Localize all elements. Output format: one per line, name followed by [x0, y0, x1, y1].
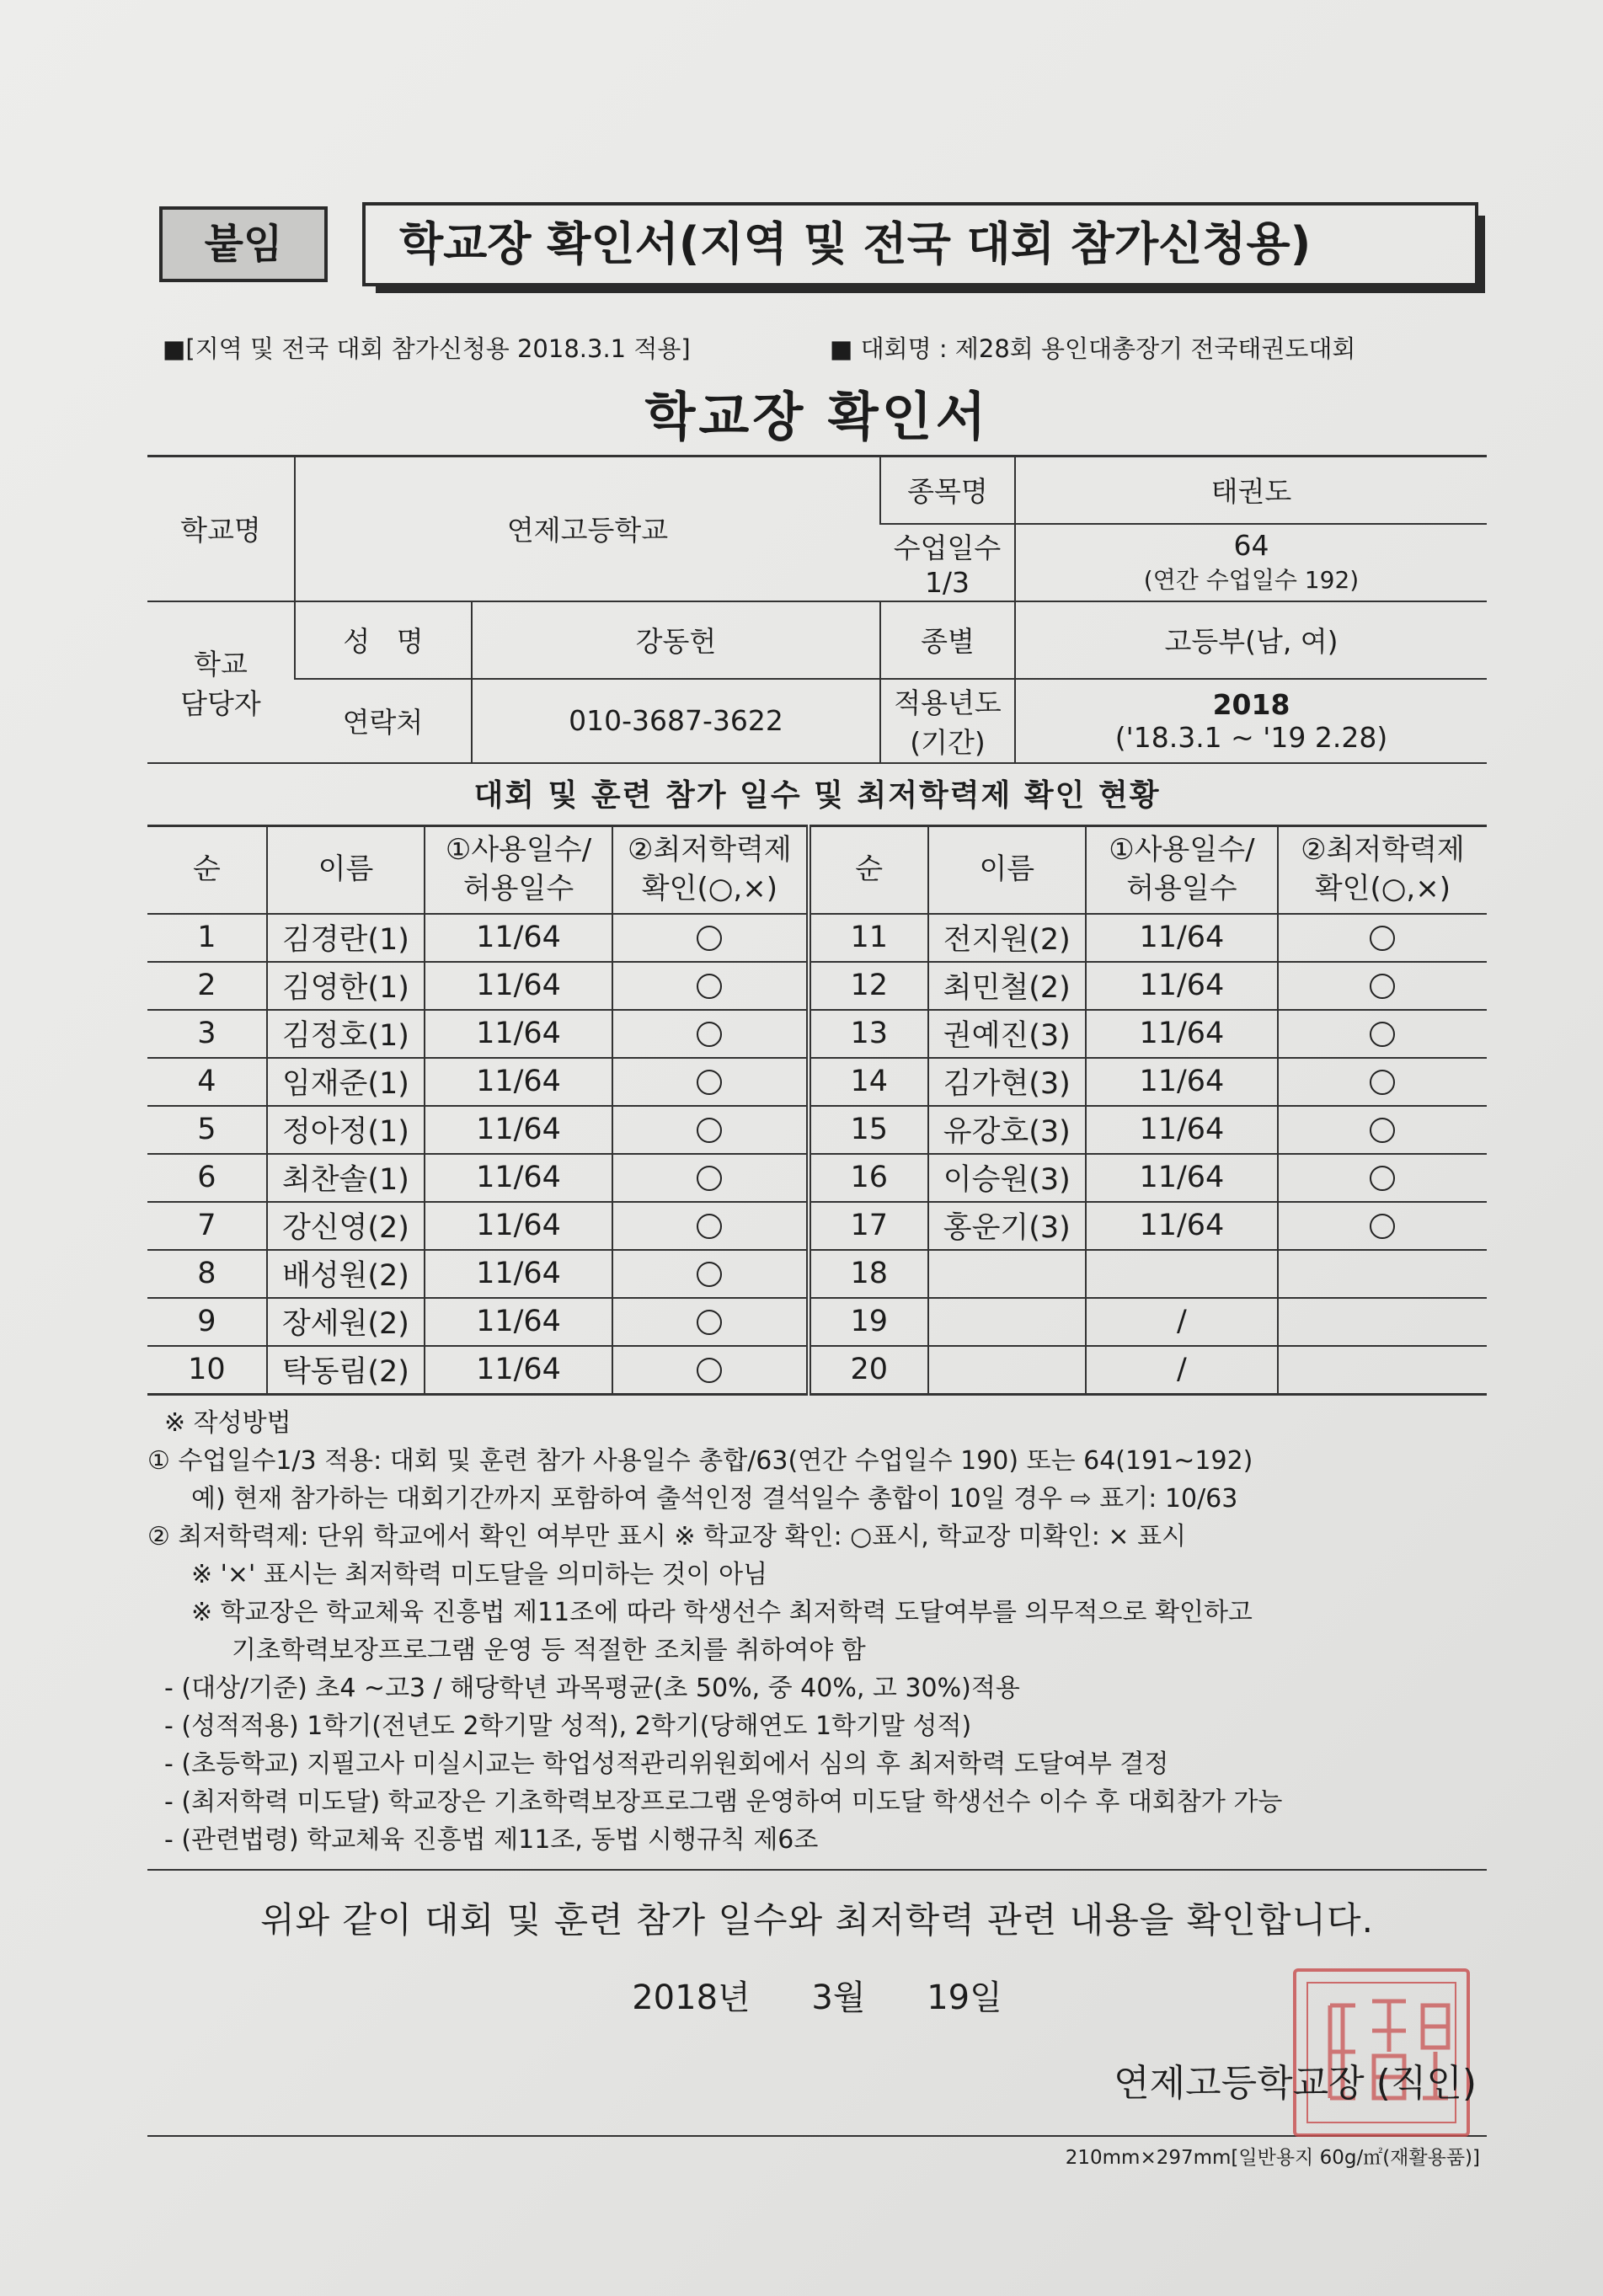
school-days-number: 64: [1233, 529, 1269, 562]
note-line: 기초학력보장프로그램 운영 등 적절한 조치를 취하여야 함: [232, 1635, 866, 1665]
row-name: 홍운기(3): [928, 1202, 1086, 1250]
note-line: - (관련법령) 학교체육 진흥법 제11조, 동법 시행규칙 제6조: [164, 1824, 819, 1855]
col-days-line1: ①사용일수/: [445, 832, 592, 867]
col-check: [612, 825, 809, 914]
section-title: 대회 및 훈련 참가 일수 및 최저학력제 확인 현황: [473, 777, 1161, 813]
row-days: 11/64: [1086, 1106, 1278, 1154]
row-days: /: [1086, 1346, 1278, 1395]
row-check: [612, 1154, 809, 1202]
row-name: 김정호(1): [267, 1010, 425, 1058]
page-title: 학교장 확인서: [644, 386, 990, 447]
circle-mark-icon: [697, 1022, 722, 1047]
circle-mark-icon: [1370, 1166, 1395, 1191]
participants-table: [147, 825, 1487, 1396]
row-name: 유강호(3): [928, 1106, 1086, 1154]
row-days: 11/64: [425, 1154, 612, 1202]
row-name: [928, 1298, 1086, 1346]
row-days: /: [1086, 1298, 1278, 1346]
school-name-value: 연제고등학교: [295, 457, 880, 601]
row-check: [1278, 1106, 1487, 1154]
row-check: [612, 1298, 809, 1346]
col-no-right: 순: [809, 825, 928, 914]
manager-name-label: 성 명: [295, 601, 472, 679]
row-name: 강신영(2): [267, 1202, 425, 1250]
division-value: 고등부(남, 여): [1015, 601, 1487, 679]
row-days: 11/64: [425, 914, 612, 962]
row-no: 7: [147, 1202, 267, 1250]
issue-date: [147, 1960, 1487, 2036]
manager-name-value: 강동헌: [472, 601, 880, 679]
meta-application: ■[지역 및 전국 대회 참가신청용 2018.3.1 적용]: [163, 334, 691, 363]
row-no: 11: [809, 914, 928, 962]
row-no: 6: [147, 1154, 267, 1202]
event-label: 종목명: [880, 457, 1015, 524]
principal-signature: 연제고등학교장 (직인): [1114, 2061, 1477, 2105]
col-check-right-line2: 확인(○,×): [1314, 871, 1451, 905]
row-check: [612, 1010, 809, 1058]
row-check: [612, 1202, 809, 1250]
row-no: 20: [809, 1346, 928, 1395]
form-body: [147, 202, 1487, 2170]
form-header: [147, 202, 1487, 286]
row-name: 이승원(3): [928, 1154, 1086, 1202]
col-name: 이름: [267, 825, 425, 914]
row-no: 17: [809, 1202, 928, 1250]
row-days: 11/64: [425, 1346, 612, 1395]
row-check: [1278, 1202, 1487, 1250]
row-days: 11/64: [425, 1106, 612, 1154]
row-check: [612, 1346, 809, 1395]
row-check: [612, 1106, 809, 1154]
row-no: 12: [809, 962, 928, 1010]
col-days: [425, 825, 612, 914]
date-day: 19일: [927, 1978, 1002, 2017]
col-days-right-line1: ①사용일수/: [1109, 832, 1255, 867]
row-days: 11/64: [1086, 1058, 1278, 1106]
table-row: [147, 1346, 1487, 1395]
row-no: 4: [147, 1058, 267, 1106]
year-period: ('18.3.1 ~ '19 2.28): [1114, 720, 1388, 754]
col-days-right: [1086, 825, 1278, 914]
note-line: - (최저학력 미도달) 학교장은 기초학력보장프로그램 운영하여 미도달 학생선수 이수 후 대회참가 가능: [164, 1786, 1283, 1817]
row-days: 11/64: [425, 1202, 612, 1250]
circle-mark-icon: [1370, 974, 1395, 999]
row-check: [1278, 962, 1487, 1010]
row-no: 14: [809, 1058, 928, 1106]
confirmation-text: 위와 같이 대회 및 훈련 참가 일수와 최저학력 관련 내용을 확인합니다.: [260, 1898, 1374, 1941]
attachment-label: 붙임: [159, 206, 328, 282]
row-name: 김가현(3): [928, 1058, 1086, 1106]
row-name: [928, 1250, 1086, 1298]
col-check-line1: ②최저학력제: [628, 832, 792, 867]
row-days: 11/64: [1086, 962, 1278, 1010]
row-check: [1278, 1346, 1487, 1395]
col-check-line2: 확인(○,×): [641, 871, 777, 905]
row-check: [612, 1058, 809, 1106]
table-row: [147, 1298, 1487, 1346]
note-line: 예) 현재 참가하는 대회기간까지 포함하여 출석인정 결석일수 총합이 10일 경우 ⇨ 표기: 10/63: [191, 1483, 1238, 1514]
table-row: [147, 1106, 1487, 1154]
row-days: 11/64: [1086, 1010, 1278, 1058]
row-no: 13: [809, 1010, 928, 1058]
manager-label: [147, 601, 295, 763]
paper-spec: 210mm×297mm[일반용지 60g/㎡(재활용품)]: [1065, 2146, 1480, 2169]
year-value: [1015, 679, 1487, 763]
row-name: 정아정(1): [267, 1106, 425, 1154]
row-days: 11/64: [1086, 1202, 1278, 1250]
school-days-label-line2: 1/3: [924, 565, 970, 599]
row-check: [1278, 914, 1487, 962]
row-no: 19: [809, 1298, 928, 1346]
row-no: 1: [147, 914, 267, 962]
contact-value: 010-3687-3622: [472, 679, 880, 763]
note-line: - (초등학교) 지필고사 미실시교는 학업성적관리위원회에서 심의 후 최저학력 도달여부 결정: [164, 1749, 1169, 1779]
note-line: ① 수업일수1/3 적용: 대회 및 훈련 참가 사용일수 총합/63(연간 수업일수 190) 또는 64(191~192): [147, 1445, 1253, 1476]
meta-competition: ■ 대회명 : 제28회 용인대총장기 전국태권도대회: [830, 334, 1356, 363]
row-no: 16: [809, 1154, 928, 1202]
circle-mark-icon: [1370, 1022, 1395, 1047]
row-check: [1278, 1298, 1487, 1346]
note-line: ※ 학교장은 학교체육 진흥법 제11조에 따라 학생선수 최저학력 도달여부를 의무적으로 확인하고: [191, 1597, 1253, 1627]
year-number: 2018: [1212, 687, 1290, 721]
col-check-right: [1278, 825, 1487, 914]
year-label: [880, 679, 1015, 763]
row-check: [1278, 1010, 1487, 1058]
row-check: [612, 1250, 809, 1298]
row-check: [612, 962, 809, 1010]
note-line: - (성적적용) 1학기(전년도 2학기말 성적), 2학기(당해연도 1학기말 성적): [164, 1711, 972, 1741]
row-days: 11/64: [1086, 1154, 1278, 1202]
circle-mark-icon: [697, 974, 722, 999]
col-name-right: 이름: [928, 825, 1086, 914]
instructions: [147, 1404, 1487, 1859]
circle-mark-icon: [697, 1310, 722, 1335]
row-days: 11/64: [425, 1250, 612, 1298]
note-line: ② 최저학력제: 단위 학교에서 확인 여부만 표시 ※ 학교장 확인: ○표시, 학교장 미확인: × 표시: [147, 1521, 1187, 1551]
row-name: 배성원(2): [267, 1250, 425, 1298]
annual-days-note: (연간 수업일수 192): [1143, 566, 1360, 594]
school-days-value: [1015, 524, 1487, 601]
divider: [147, 1869, 1487, 1871]
col-days-right-line2: 허용일수: [1126, 871, 1237, 905]
year-label-line1: 적용년도: [894, 686, 1002, 719]
table-row: [147, 1010, 1487, 1058]
header-title: 학교장 확인서(지역 및 전국 대회 참가신청용): [362, 202, 1478, 286]
school-days-label: [880, 524, 1015, 601]
table-row: [147, 1154, 1487, 1202]
circle-mark-icon: [697, 1166, 722, 1191]
school-name-label: 학교명: [147, 457, 295, 601]
row-name: 장세원(2): [267, 1298, 425, 1346]
instructions-heading: ※ 작성방법: [164, 1407, 291, 1438]
note-line: - (대상/기준) 초4 ~고3 / 해당학년 과목평균(초 50%, 중 40%, 고 30%)적용: [164, 1673, 1020, 1703]
row-no: 2: [147, 962, 267, 1010]
year-label-line2: (기간): [910, 725, 986, 759]
row-no: 18: [809, 1250, 928, 1298]
row-check: [1278, 1250, 1487, 1298]
circle-mark-icon: [1370, 1214, 1395, 1239]
signature-block: [147, 2036, 1487, 2128]
row-no: 10: [147, 1346, 267, 1395]
row-name: 권예진(3): [928, 1010, 1086, 1058]
date-month: 3월: [811, 1978, 866, 2017]
participants-header-row: [147, 825, 1487, 914]
table-row: [147, 1202, 1487, 1250]
col-no: 순: [147, 825, 267, 914]
footer-divider: [147, 2135, 1487, 2137]
row-days: 11/64: [425, 962, 612, 1010]
contact-label: 연락처: [295, 679, 472, 763]
row-days: 11/64: [425, 1010, 612, 1058]
circle-mark-icon: [697, 1358, 722, 1383]
division-label: 종별: [880, 601, 1015, 679]
row-name: 전지원(2): [928, 914, 1086, 962]
table-row: [147, 1058, 1487, 1106]
row-name: 최민철(2): [928, 962, 1086, 1010]
row-name: 임재준(1): [267, 1058, 425, 1106]
row-no: 9: [147, 1298, 267, 1346]
row-days: [1086, 1250, 1278, 1298]
meta-line: [147, 330, 1487, 364]
row-check: [612, 914, 809, 962]
circle-mark-icon: [697, 1118, 722, 1143]
circle-mark-icon: [1370, 1070, 1395, 1095]
row-no: 8: [147, 1250, 267, 1298]
row-check: [1278, 1154, 1487, 1202]
row-days: 11/64: [425, 1058, 612, 1106]
manager-label-line1: 학교: [194, 647, 248, 681]
table-row: [147, 962, 1487, 1010]
row-name: 김경란(1): [267, 914, 425, 962]
event-value: 태권도: [1015, 457, 1487, 524]
col-check-right-line1: ②최저학력제: [1301, 832, 1465, 867]
row-check: [1278, 1058, 1487, 1106]
row-days: 11/64: [1086, 914, 1278, 962]
manager-label-line2: 담당자: [180, 686, 261, 720]
circle-mark-icon: [1370, 1118, 1395, 1143]
participants-body: [147, 914, 1487, 1395]
table-row: [147, 1250, 1487, 1298]
date-year: 2018년: [632, 1978, 751, 2017]
row-days: 11/64: [425, 1298, 612, 1346]
row-no: 5: [147, 1106, 267, 1154]
row-name: 최찬솔(1): [267, 1154, 425, 1202]
circle-mark-icon: [697, 1262, 722, 1287]
circle-mark-icon: [697, 1070, 722, 1095]
row-no: 15: [809, 1106, 928, 1154]
note-line: ※ '×' 표시는 최저학력 미도달을 의미하는 것이 아님: [191, 1559, 768, 1589]
school-info-table: [147, 455, 1487, 764]
circle-mark-icon: [697, 926, 722, 951]
row-name: 김영한(1): [267, 962, 425, 1010]
row-name: 탁동림(2): [267, 1346, 425, 1395]
circle-mark-icon: [1370, 926, 1395, 951]
col-days-line2: 허용일수: [462, 871, 574, 905]
circle-mark-icon: [697, 1214, 722, 1239]
school-days-label-line1: 수업일수: [893, 531, 1002, 564]
table-row: [147, 914, 1487, 962]
row-no: 3: [147, 1010, 267, 1058]
row-name: [928, 1346, 1086, 1395]
